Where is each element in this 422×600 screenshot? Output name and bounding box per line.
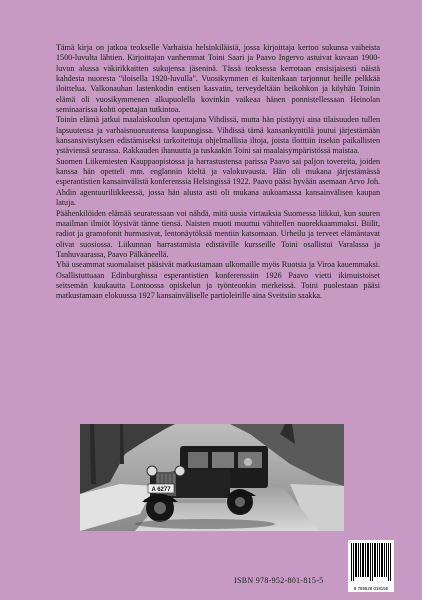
vintage-car-photo [80,424,344,531]
barcode [348,540,394,592]
blurb-paragraph-2: Toinin elämä jatkui maalaiskoulun opettajana Vihdissä, mutta hän pistäytyi aina tilaisuuden tullen lapsuutensa ja varhaisnuoruutensa kaupungissa. Vihdissä tämä kansankynttilä joutui järjestämään kansansivistyksen edistämiseksi tarkoitettuja ohjelmallisia iltoja, joista iloittiin itsekin paikallisten ystäviensä seurassa. Rakkauden ihanuutta ja tuskaakin Toini sai maalaisympäristössä maistaa. [56,115,380,156]
blurb-paragraph-3: Suomen Liikemiesten Kauppaopistossa ja harrastustensa parissa Paavo sai paljon tovereita, joiden kanssa hän opetteli mm. englannin kieltä ja valokuvausta. Hän oli mukana järjestämässä esperantistien kansainvälistä konferenssia Helsingissä 1922. Paavo pääsi hyvään asemaan Arvo Joh. Ahdin agentuuriliikkeessä, jossa hän alusta asti oli mukana aukoamassa kansainvälisen kaupan latuja. [56,156,380,208]
license-plate: A 6277 [151,487,171,493]
barcode-number: 9 789528 018155 [353,586,389,591]
blurb-paragraph-5: Yhä useammat suomalaiset pääsivät matkustamaan ulkomaille myös Ruotsia ja Viroa kauemmaksi. Osallistuttuaan Edinburghissa esperantistien konferenssiin 1926 Paavo vietti ikimuistoiset seitsemän kuukautta Lontoossa opiskelun ja työnteonkin merkeissä. Toini puolestaan pääsi matkustamaan elokuussa 1927 kansainväliselle partioleirille aina Sveitsiin saakka. [56,260,380,301]
isbn-text: ISBN 978-952-801-815-5 [234,576,324,585]
blurb-paragraph-1: Tämä kirja on jatkoa teokselle Varhaisia helsinkiläisiä, jossa kirjoittaja kertoo sukunsa vaiheista 1500-luvulta lähtien. Kirjoittajan vanhemmat Toini Saari ja Paavo Ingervo astuivat kuvaan 1900-luvun alussa väkirikkaitten sukujensa jäseninä. Tässä teoksessa kerrotaan ensisijaisesti näistä kahdesta nuoresta "iloisella 1920-luvulla". Vuosikymmen ei kuitenkaan tarjonnut heille pelkkää iloittelua. Valkonauhan lastenkodin entisen kasvatin, terveydeltään heikohkon ja köyhän Toinin elämä oli vuosikymmenen alkupuolella kovinkin vaikeaa hänen ponnistellessaan Heinolan seminaarissa kohti opettajan tutkintoa. [56,43,380,115]
blurb-text [56,43,380,302]
blurb-paragraph-4: Päähenkilöiden elämää seuratessaan voi nähdä, mitä uusia virtauksia Suomessa liikkui, kun suuren maailman ilmiöt löysivät tänne tiensä. Naisten muoti muuttui vähitellen nuorekkaammaksi. Biilit, radiot ja gramofonit hurmasivat, lentonäytöksiä mentiin katsomaan. Urheilu ja terveet elämäntavat olivat suosiossa. Liikunnan harrastamista edistäville kursseille Toini osallistui Varalassa ja Tanhuvaarassa, Paavo Pälkäneellä. [56,208,380,259]
